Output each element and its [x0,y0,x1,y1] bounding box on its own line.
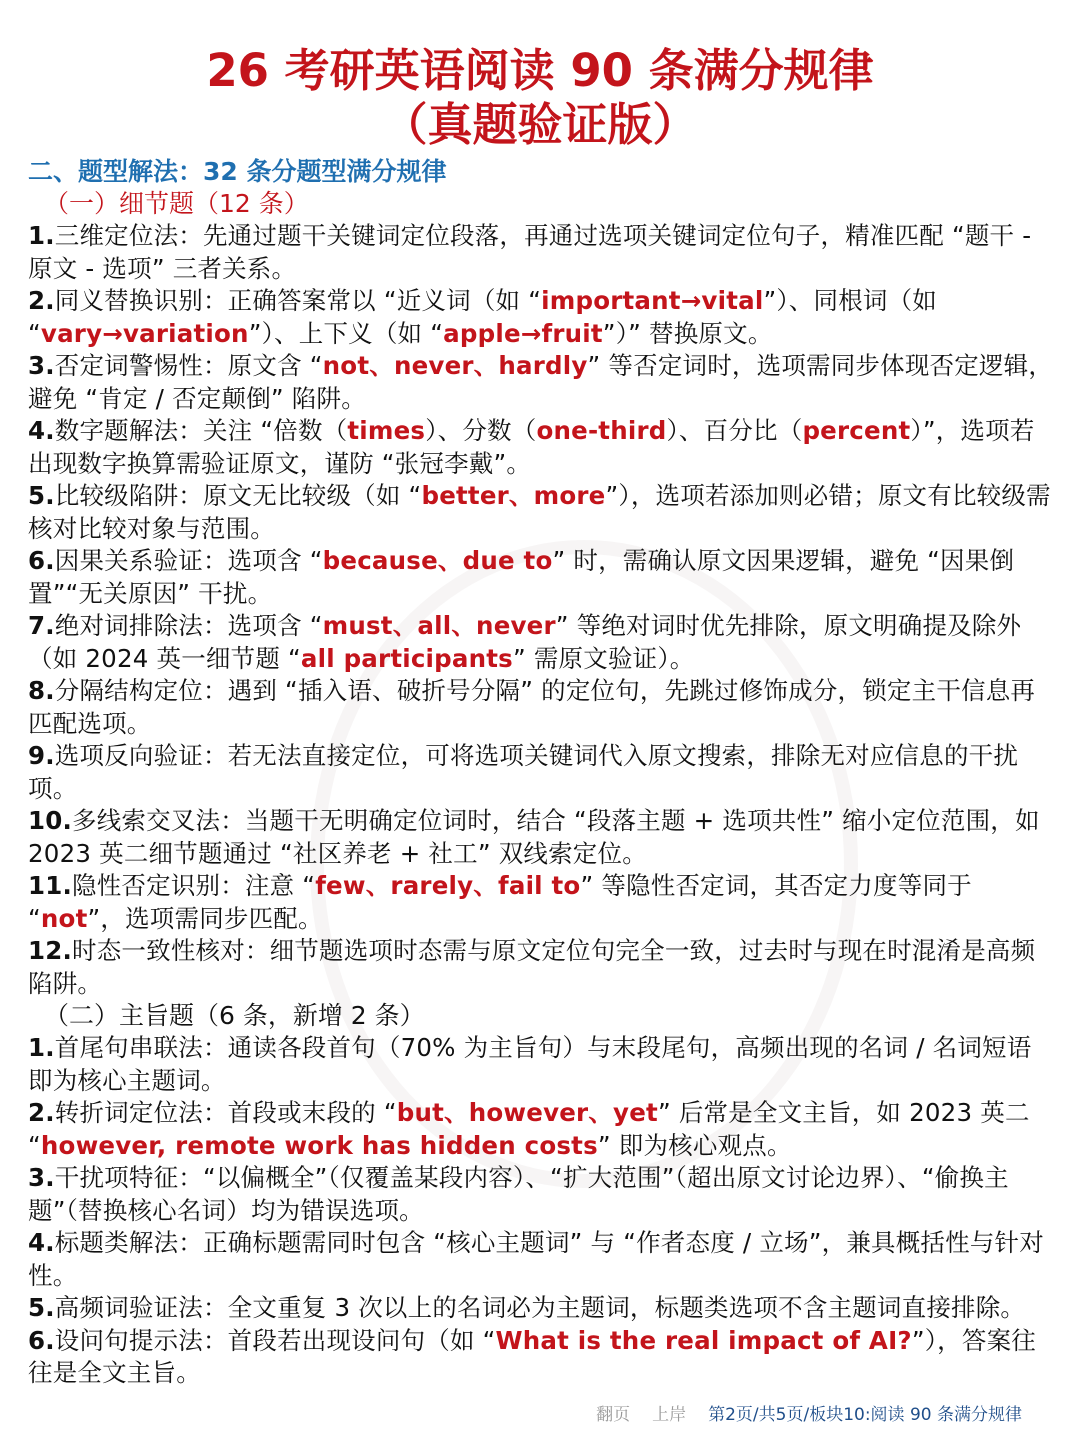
part2-list [0,1032,1080,1390]
list-item: 1.三维定位法：先通过题干关键词定位段落，再通过选项关键词定位句子，精准匹配 “题干 - 原文 - 选项” 三者关系。 [28,221,1032,283]
list-item: 5.高频词验证法：全文重复 3 次以上的名词必为主题词，标题类选项不含主题词直接排除。 [28,1293,1026,1322]
list-item: 4.标题类解法：正确标题需同时包含 “核心主题词” 与 “作者态度 / 立场”，兼具概括性与针对性。 [28,1228,1044,1290]
list-item: 8.分隔结构定位：遇到 “插入语、破折号分隔” 的定位句，先跳过修饰成分，锁定主干信息再匹配选项。 [28,676,1036,738]
list-item: 6.设问句提示法：首段若出现设问句（如 “What is the real impact of AI?”），答案往往是全文主旨。 [28,1325,1036,1387]
list-item: 2.转折词定位法：首段或末段的 “but、however、yet” 后常是全文主旨，如 2023 英二 “however, remote work has hidden costs” 即为核心观点。 [28,1098,1030,1160]
page-footer [596,1404,1022,1426]
list-item: 4.数字题解法：关注 “倍数（times）、分数（one-third）、百分比（percent）”，选项若出现数字换算需验证原文，谨防 “张冠李戴”。 [28,416,1035,478]
list-item: 7.绝对词排除法：选项含 “must、all、never” 等绝对词时优先排除，原文明确提及除外（如 2024 英一细节题 “all participants” 需原文验证）。 [28,611,1022,673]
part1-list [0,220,1080,1000]
list-item: 5.比较级陷阱：原文无比较级（如 “better、more”），选项若添加则必错；原文有比较级需核对比较对象与范围。 [28,481,1051,543]
part1-heading: （一）细节题（12 条） [44,189,309,218]
list-item: 2.同义替换识别：正确答案常以 “近义词（如 “important→vital”）、同根词（如 “vary→variation”）、上下义（如 “apple→fruit”）” 替换原文。 [28,286,937,348]
list-item: 10.多线索交叉法：当题干无明确定位词时，结合 “段落主题 + 选项共性” 缩小定位范围，如 2023 英二细节题通过 “社区养老 + 社工” 双线索定位。 [28,806,1040,868]
list-item: 11.隐性否定识别：注意 “few、rarely、fail to” 等隐性否定词，其否定力度等同于 “not”，选项需同步匹配。 [28,871,972,933]
list-item: 3.干扰项特征：“以偏概全”（仅覆盖某段内容）、“扩大范围”（超出原文讨论边界）、“偷换主题”（替换核心名词）均为错误选项。 [28,1163,1009,1225]
list-item: 6.因果关系验证：选项含 “because、due to” 时，需确认原文因果逻辑，避免 “因果倒置”“无关原因” 干扰。 [28,546,1015,608]
page-title-line2: （真题验证版） [382,98,698,151]
page-indicator: 第2页/共5页/板块10:阅读 90 条满分规律 [708,1405,1022,1425]
page-title-line1: 26 考研英语阅读 90 条满分规律 [206,44,874,97]
section-heading: 二、题型解法：32 条分题型满分规律 [28,157,447,186]
list-item: 9.选项反向验证：若无法直接定位，可将选项关键词代入原文搜索，排除无对应信息的干扰项。 [28,741,1019,803]
prev-page-link[interactable]: 翻页 [596,1405,631,1425]
next-page-link[interactable]: 上岸 [652,1405,687,1425]
list-item: 12.时态一致性核对：细节题选项时态需与原文定位句完全一致，过去时与现在时混淆是高频陷阱。 [28,936,1036,998]
part2-heading: （二）主旨题（6 条，新增 2 条） [44,1001,425,1030]
list-item: 1.首尾句串联法：通读各段首句（70% 为主旨句）与末段尾句，高频出现的名词 / 名词短语即为核心主题词。 [28,1033,1032,1095]
list-item: 3.否定词警惕性：原文含 “not、never、hardly” 等否定词时，选项需同步体现否定逻辑，避免 “肯定 / 否定颠倒” 陷阱。 [28,351,1054,413]
